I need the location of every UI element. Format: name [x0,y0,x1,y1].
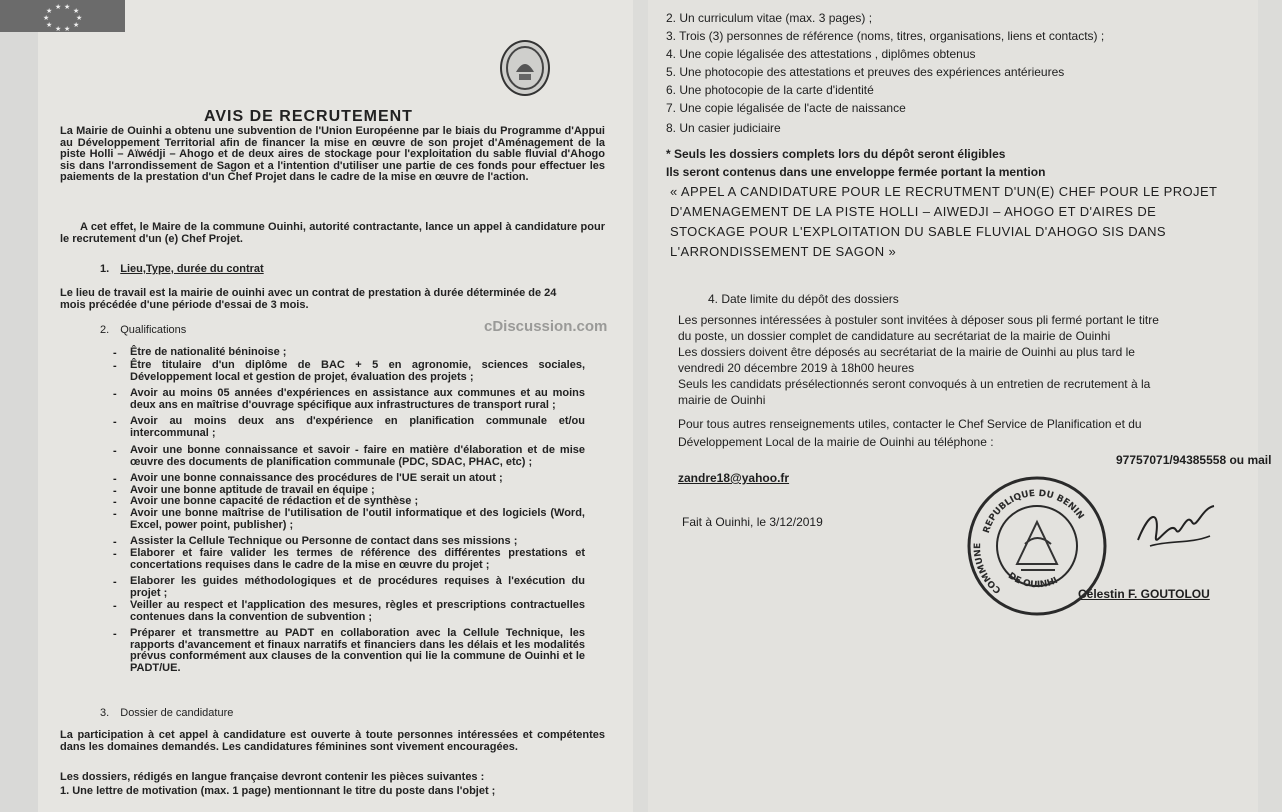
section-3-text-2: Les dossiers, rédigés en langue française devront contenir les pièces suivantes : [60,771,485,783]
section-3-item-1: 1. Une lettre de motivation (max. 1 page) mentionnant le titre du poste dans l'objet ; [60,785,496,797]
bullet-dash: - [113,548,117,560]
mention-line: L'ARRONDISSEMENT DE SAGON » [670,244,897,259]
recruitment-notice-left [38,0,633,812]
qualification-item: Avoir une bonne connaissance et savoir - faire en matière d'élaboration et de mise œuvre des documents de planification communale (PDC, SDAC, PHAC, etc) ; [130,444,585,468]
document-item: 6. Une photocopie de la carte d'identité [666,83,874,97]
section-1-text: Le lieu de travail est la mairie de ouinhi avec un contrat de prestation à durée déterminée de 24 mois précédée d'une période d'essai de 3 mois. [60,287,557,311]
qualification-item: Veiller au respect et l'application des mesures, règles et prescriptions contractuelles contenues dans la convention de subvention ; [130,599,585,623]
mention-line: STOCKAGE POUR L'EXPLOITATION DU SABLE FLUVIAL D'AHOGO SIS DANS [670,224,1166,239]
section-2-heading [100,325,186,337]
svg-text:★: ★ [73,7,80,15]
svg-text:★: ★ [46,7,53,15]
mention-line: D'AMENAGEMENT DE LA PISTE HOLLI – AIWEDJI – AHOGO ET D'AIRES DE [670,204,1157,219]
background-column-right [1258,0,1282,812]
official-stamp [965,474,1109,618]
section-4-line: Développement Local de la mairie de Ouinhi au téléphone : [678,435,994,449]
intro-paragraph: La Mairie de Ouinhi a obtenu une subvention de l'Union Européenne par le biais du Programme d'Appui au Développement Territorial afin de financer la mise en œuvre de son projet d'Aménagement de la piste Holli – Aïwédji – Ahogo et de deux aires de stockage pour l'exploitation du sable fluvial d'Ahogo sis dans l'arrondissement de Sagon et a l'intention d'utiliser une partie de ces fonds pour effectuer les paiements de la prestation d'un Chef Projet dans le cadre de la mise en œuvre de l'action. [60,125,605,184]
bullet-dash: - [113,347,117,359]
section-4-line: du poste, un dossier complet de candidature au secrétariat de la mairie de Ouinhi [678,329,1111,343]
commune-seal-icon [500,40,550,96]
section-4-line: Les personnes intéressées à postuler sont invitées à déposer sous pli fermé portant le titre [678,313,1159,327]
bullet-dash: - [113,473,117,485]
bullet-dash: - [113,628,117,640]
bullet-dash: - [113,496,117,508]
signatory-name: Célestin F. GOUTOLOU [1078,587,1210,601]
eu-flag-logo [0,0,125,32]
qualification-item: Préparer et transmettre au PADT en collaboration avec la Cellule Technique, les rapports d'avancement et finaux narratifs et financiers dans les délais et les modalités prévus conformément aux clauses de la convention qui lie la commune de Ouinhi et le PADT/UE. [130,627,585,674]
watermark: cDiscussion.com [484,318,608,335]
section-3-title: Dossier de candidature [120,707,234,719]
section-4-line: Les dossiers doivent être déposés au secrétariat de la mairie de Ouinhi au plus tard le [678,345,1135,359]
svg-text:★: ★ [73,21,80,29]
section-number: 3. [100,707,110,719]
svg-text:COMMUNE [973,543,1003,595]
phone-number: 97757071/94385558 ou mail [1116,453,1272,467]
stamp-bottom-text: DE OUINHI [1005,571,1060,591]
qualification-item: Assister la Cellule Technique ou Personne de contact dans ses missions ; [130,535,518,547]
contact-line [678,454,1271,467]
qualification-item: Elaborer les guides méthodologiques et de procédures requises à l'exécution du projet ; [130,575,585,599]
section-2-title: Qualifications [120,324,187,336]
svg-text:★: ★ [76,14,83,22]
section-number: 1. [100,263,110,275]
document-item: 2. Un curriculum vitae (max. 3 pages) ; [666,11,873,25]
qualification-item: Avoir une bonne maîtrise de l'utilisation de l'outil informatique et des logiciels (Word, Excel, power point, publisher) ; [130,507,585,531]
bullet-dash: - [113,508,117,520]
section-4-title: 4. Date limite du dépôt des dossiers [708,292,899,306]
document-item: 8. Un casier judiciaire [666,121,781,135]
document-item: 4. Une copie légalisée des attestations , diplômes obtenus [666,47,976,61]
stamp-top-text: REPUBLIQUE DU BENIN [981,488,1086,535]
envelope-note: Ils seront contenus dans une enveloppe fermée portant la mention [666,165,1046,179]
bullet-dash: - [113,576,117,588]
svg-text:★: ★ [43,14,50,22]
qualification-item: Être de nationalité béninoise ; [130,346,287,358]
section-4-line: mairie de Ouinhi [678,393,766,407]
bullet-dash: - [113,416,117,428]
date-line: Fait à Ouinhi, le 3/12/2019 [682,515,823,529]
section-4-line: vendredi 20 décembre 2019 à 18h00 heures [678,361,915,375]
qualification-item: Avoir une bonne aptitude de travail en équipe ; [130,484,375,496]
section-4-line: Seuls les candidats présélectionnés seront convoqués à un entretien de recrutement à la [678,377,1151,391]
bullet-dash: - [113,600,117,612]
qualification-item: Avoir une bonne connaissance des procédures de l'UE serait un atout ; [130,472,503,484]
svg-text:★: ★ [55,3,62,11]
bullet-dash: - [113,388,117,400]
document-item: 3. Trois (3) personnes de référence (noms, titres, organisations, liens et contacts) ; [666,29,1105,43]
notice-title: AVIS DE RECRUTEMENT [204,108,413,125]
bullet-dash: - [113,360,117,372]
svg-text:DE OUINHI [1006,571,1060,590]
handwritten-signature [1130,500,1220,560]
contact-email: zandre18@yahoo.fr [678,471,790,485]
stamp-left-text: COMMUNE [973,542,1004,595]
qualification-item: Être titulaire d'un diplôme de BAC + 5 en agronomie, sciences sociales, Développement local et gestion de projet, évaluation des projets ; [130,359,585,383]
svg-text:★: ★ [64,3,71,11]
section-1-heading [100,264,264,276]
background-column-middle [633,0,648,812]
complete-files-note: * Seuls les dossiers complets lors du dépôt seront éligibles [666,147,1006,161]
section-3-text: La participation à cet appel à candidature est ouverte à toute personnes intéressées et compétentes dans les domaines demandés. Les candidatures féminines sont vivement encouragées. [60,729,605,753]
document-item: 5. Une photocopie des attestations et preuves des expériences antérieures [666,65,1065,79]
section-number: 2. [100,324,110,336]
qualification-item: Avoir au moins deux ans d'expérience en planification communale et/ou intercommunal ; [130,415,585,439]
section-4-line: Pour tous autres renseignements utiles, contacter le Chef Service de Planification et du [678,417,1142,431]
call-paragraph: A cet effet, le Maire de la commune Ouinhi, autorité contractante, lance un appel à candidature pour le recrutement d'un (e) Chef Projet. [60,221,605,245]
bullet-dash: - [113,536,117,548]
svg-text:★: ★ [55,25,62,32]
qualification-item: Elaborer et faire valider les termes de référence des différentes prestations et concertations requises dans le cadre de la mise en œuvre du projet ; [130,547,585,571]
qualification-item: Avoir une bonne capacité de rédaction et de synthèse ; [130,495,419,507]
bullet-dash: - [113,485,117,497]
mention-line: « APPEL A CANDIDATURE POUR LE RECRUTMENT D'UN(E) CHEF POUR LE PROJET [670,184,1218,199]
section-1-title: Lieu,Type, durée du contrat [120,263,264,275]
svg-text:★: ★ [64,25,71,32]
recruitment-notice-right [648,0,1272,812]
bullet-dash: - [113,445,117,457]
document-item: 7. Une copie légalisée de l'acte de naissance [666,101,906,115]
section-3-heading [100,708,233,720]
svg-text:★: ★ [46,21,53,29]
qualification-item: Avoir au moins 05 années d'expériences en assistance aux communes et au moins deux ans en maîtrise d'ouvrage spécifique aux infrastructures de transport rural ; [130,387,585,411]
